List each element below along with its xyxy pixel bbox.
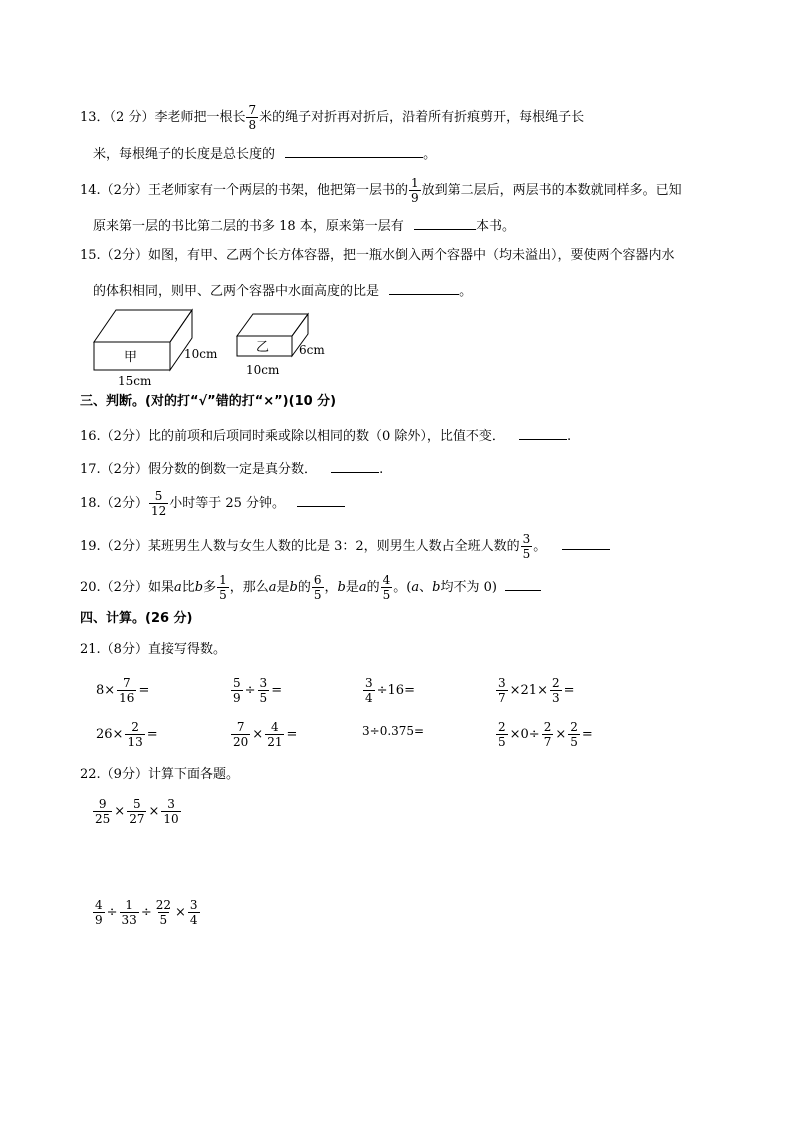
- question-15-line1: 15.（2分）如图，有甲、乙两个长方体容器，把一瓶水倒入两个容器中（均未溢出），要使两个容器内水: [80, 248, 675, 263]
- question-21-title: 21.（8分）直接写得数。: [80, 642, 226, 657]
- q20-fraction-3: $\frac{4}{5}$: [382, 573, 391, 602]
- container-yi: [237, 314, 308, 356]
- q13-text-mid: 米的绳子对折再对折后，沿着所有折痕剪开，每根绳子长: [259, 110, 585, 125]
- calc-item-1: 8× $\frac{7}{16}$ =: [96, 676, 150, 705]
- question-14-line1: 14.（2分）王老师家有一个两层的书架，他把第一层书的 $\frac{1}{9}$ 放到第二层后，两层书的本数就同样多。已知: [80, 176, 682, 205]
- question-22-title: 22.（9分）计算下面各题。: [80, 767, 239, 782]
- q19-answer-blank[interactable]: [562, 535, 610, 550]
- q13-answer-blank[interactable]: [285, 143, 423, 158]
- calc-item-4: $\frac{3}{7}$ ×21× $\frac{2}{3}$ =: [498, 676, 575, 705]
- question-20: 20.（2分）如果a比b多 $\frac{1}{5}$ ，那么a是b的 $\frac{6}{5}$ ，b是a的 $\frac{4}{5}$ 。(a、b均不为 0): [80, 573, 541, 602]
- jia-height-label: 10cm: [184, 347, 218, 361]
- q13-text: 13．（2 分）李老师把一根长: [80, 110, 246, 125]
- calc-item-5: 26× $\frac{2}{13}$ =: [96, 720, 158, 749]
- q14-fraction: $\frac{1}{9}$: [410, 176, 419, 205]
- question-15-line2: 的体积相同，则甲、乙两个容器中水面高度的比是 。: [93, 280, 472, 302]
- q20-answer-blank[interactable]: [505, 576, 541, 591]
- q15-answer-blank[interactable]: [389, 280, 459, 295]
- container-jia: [94, 310, 192, 370]
- jia-length-label: 15cm: [118, 374, 152, 388]
- q20-fraction-1: $\frac{1}{5}$: [219, 573, 227, 602]
- calc-item-7: 3÷0.375=: [362, 724, 425, 738]
- q17-answer-blank[interactable]: [331, 458, 379, 473]
- question-13-line2: 米，每根绳子的长度是总长度的 。: [93, 143, 436, 165]
- q13-fraction: $\frac{7}{8}$: [248, 103, 257, 132]
- calc-item-3: $\frac{3}{4}$ ÷16=: [365, 676, 415, 705]
- q18-answer-blank[interactable]: [297, 492, 345, 507]
- question-18: 18.（2分） $\frac{5}{12}$ 小时等于 25 分钟。: [80, 489, 345, 518]
- question-19: 19.（2分）某班男生人数与女生人数的比是 3：2，则男生人数占全班人数的 $\frac{3}{5}$ 。: [80, 532, 610, 561]
- question-14-line2: 原来第一层的书比第二层的书多 18 本，原来第一层有 本书。: [93, 215, 515, 237]
- jia-label: 甲: [124, 350, 138, 365]
- q14-answer-blank[interactable]: [414, 215, 476, 230]
- yi-label: 乙: [256, 340, 270, 355]
- question-17: 17.（2分）假分数的倒数一定是真分数． .: [80, 458, 383, 480]
- question-16: 16.（2分）比的前项和后项同时乘或除以相同的数（0 除外），比值不变． .: [80, 425, 571, 447]
- question-13-line1: [80, 103, 584, 132]
- calc-item-8: $\frac{2}{5}$ ×0÷ $\frac{2}{7}$ × $\frac{2}{5}$ =: [498, 720, 593, 749]
- q13-text-2: 米，每根绳子的长度是总长度的: [93, 147, 276, 162]
- section-3-heading: 三、判断。(对的打“√”错的打“×”)(10 分): [80, 394, 337, 409]
- q22-problem-2: $\frac{4}{9}$ ÷ $\frac{1}{33}$ ÷ $\frac{22}{5}$ × $\frac{3}{4}$: [95, 898, 198, 927]
- q20-fraction-2: $\frac{6}{5}$: [313, 573, 322, 602]
- calc-item-2: $\frac{5}{9}$ ÷ $\frac{3}{5}$ =: [233, 676, 283, 705]
- containers-figure: [88, 304, 348, 390]
- yi-height-label: 6cm: [299, 343, 325, 357]
- q18-fraction: $\frac{5}{12}$: [150, 489, 167, 518]
- calc-item-6: $\frac{7}{20}$ × $\frac{4}{21}$ =: [233, 720, 298, 749]
- q19-fraction: $\frac{3}{5}$: [522, 532, 531, 561]
- q22-problem-1: $\frac{9}{25}$ × $\frac{5}{27}$ × $\frac{3}{10}$: [95, 797, 179, 826]
- yi-length-label: 10cm: [246, 363, 280, 377]
- section-4-heading: 四、计算。(26 分): [80, 611, 193, 626]
- q16-answer-blank[interactable]: [519, 425, 567, 440]
